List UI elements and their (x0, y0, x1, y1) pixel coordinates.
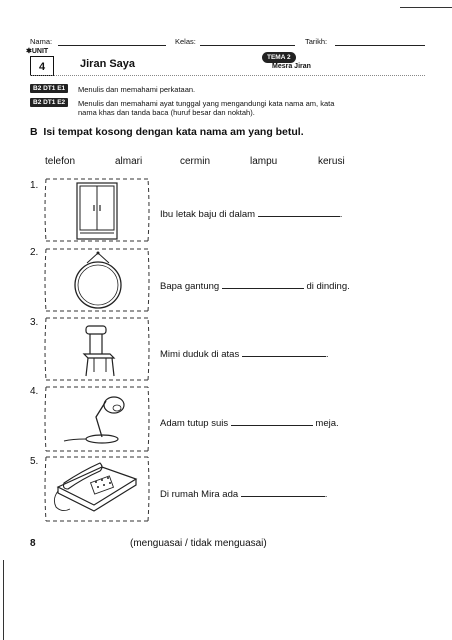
question-number-2: 2. (30, 247, 39, 258)
question-number-3: 3. (30, 317, 39, 328)
question-number-5: 5. (30, 456, 39, 467)
standard-code-2: B2 DT1 E2 (30, 98, 68, 107)
corner-mark-top-right (400, 7, 452, 8)
standard-text-2-line2: nama khas dan tanda baca (huruf besar dan noktah). (78, 108, 255, 117)
name-label: Nama: (30, 37, 53, 46)
question-number-1: 1. (30, 180, 39, 191)
question-number-4: 4. (30, 386, 39, 397)
lamp-icon (42, 383, 152, 455)
theme-badge: TEMA 2 (262, 52, 296, 63)
mastery-status: (menguasai / tidak menguasai) (130, 538, 267, 549)
answer-blank-3[interactable] (242, 347, 326, 357)
unit-title: Jiran Saya (80, 58, 136, 70)
question-4-picture (42, 383, 152, 455)
wardrobe-icon (42, 175, 152, 245)
question-3-picture (42, 314, 152, 384)
page-number: 8 (30, 538, 36, 549)
answer-blank-2[interactable] (222, 279, 304, 289)
unit-number: 4 (38, 61, 46, 73)
question-4-sentence: Adam tutup suis meja. (160, 418, 339, 429)
question-2-picture (42, 245, 152, 315)
date-field[interactable] (335, 45, 425, 46)
chair-icon (42, 314, 152, 384)
date-label: Tarikh: (305, 37, 328, 46)
telephone-icon (42, 453, 152, 525)
word-bank-item-telefon: telefon (45, 156, 76, 167)
word-bank-item-kerusi: kerusi (318, 156, 345, 167)
unit-title-divider (30, 75, 425, 76)
standard-text-1: Menulis dan memahami perkataan. (78, 85, 196, 94)
question-5-sentence: Di rumah Mira ada . (160, 489, 328, 500)
class-field[interactable] (200, 45, 295, 46)
standard-code-1: B2 DT1 E1 (30, 84, 68, 93)
answer-blank-1[interactable] (258, 207, 340, 217)
class-label: Kelas: (175, 37, 196, 46)
word-bank-item-lampu: lampu (250, 156, 278, 167)
instruction: B Isi tempat kosong dengan kata nama am yang betul. (30, 126, 304, 138)
answer-blank-5[interactable] (241, 487, 325, 497)
standard-text-2-line1: Menulis dan memahami ayat tunggal yang mengandungi kata nama am, kata (78, 99, 335, 108)
question-1-sentence: Ibu letak baju di dalam . (160, 209, 343, 220)
theme-name: Mesra Jiran (272, 63, 311, 70)
unit-number-box (30, 56, 54, 76)
word-bank-item-cermin: cermin (180, 156, 211, 167)
mirror-icon (42, 245, 152, 315)
question-1-picture (42, 175, 152, 245)
star-icon: ✱ (26, 48, 32, 55)
word-bank-item-almari: almari (115, 156, 143, 167)
question-3-sentence: Mimi duduk di atas . (160, 349, 329, 360)
question-2-sentence: Bapa gantung di dinding. (160, 281, 350, 292)
name-field[interactable] (58, 45, 166, 46)
question-5-picture (42, 453, 152, 525)
answer-blank-4[interactable] (231, 416, 313, 426)
unit-label: ✱UNIT (26, 48, 49, 55)
margin-mark-left (3, 560, 4, 640)
